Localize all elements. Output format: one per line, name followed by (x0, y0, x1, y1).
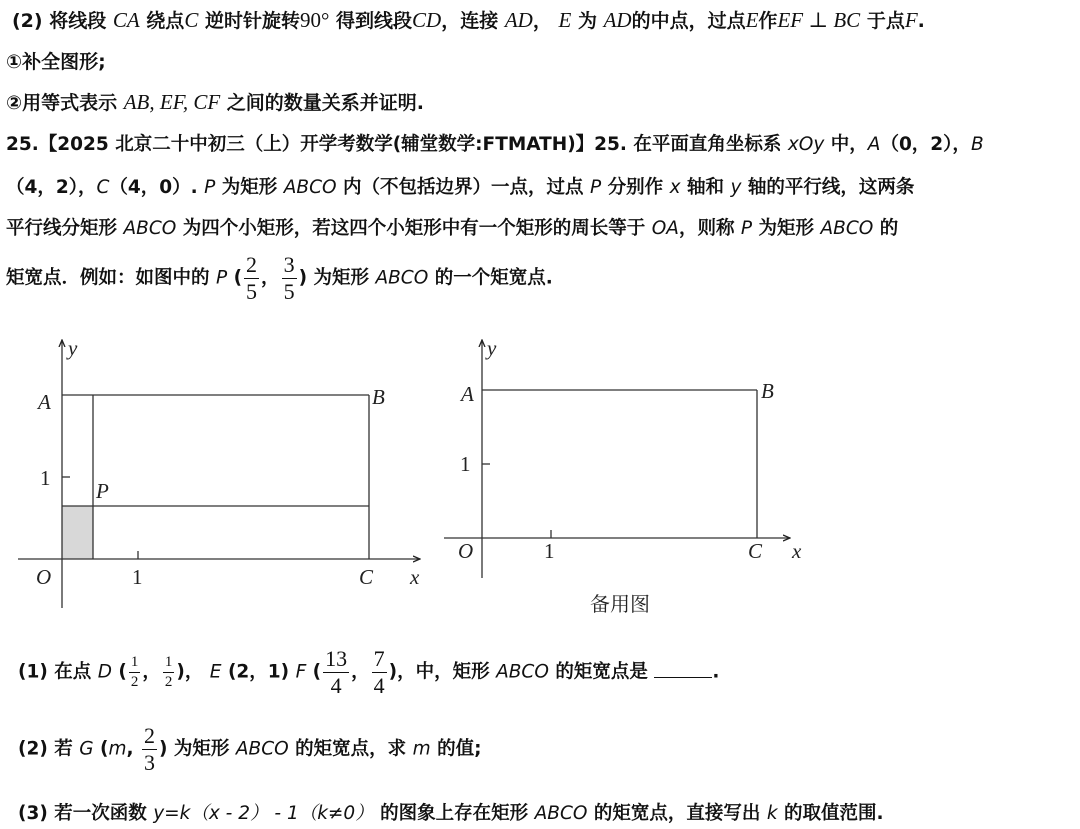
math-var: AB, EF, CF (123, 90, 221, 114)
sq1-line (18, 648, 719, 697)
text: )，中，矩形 (388, 661, 490, 683)
math-var: ABCO (375, 267, 429, 289)
math-var: m (412, 738, 431, 760)
denominator: 2 (130, 674, 139, 690)
text: 的值; (437, 738, 482, 760)
math-var: P (204, 177, 216, 198)
math-var: OA (651, 218, 679, 239)
math-var: E (558, 8, 572, 32)
text: 25.【2025 北京二十中初三（上）开学考数学(辅堂数学:FTMATH)】25. 在平面直角坐标系 (6, 134, 782, 155)
label-B: B (372, 385, 385, 409)
text: （4，0）. (109, 177, 198, 198)
label-C: C (359, 565, 374, 589)
text: ②用等式表示 (6, 92, 118, 114)
label-1y: 1 (460, 452, 471, 476)
text: 矩宽点．例如：如图中的 (6, 267, 210, 289)
numerator: 2 (246, 252, 258, 277)
math-var: E (209, 661, 222, 683)
text: 为矩形 (173, 738, 230, 760)
text: 得到线段 (336, 10, 413, 32)
fraction (163, 655, 175, 690)
label-y: y (68, 336, 78, 360)
label-1x: 1 (132, 565, 143, 589)
text: )， (176, 661, 204, 683)
numerator: 2 (143, 723, 155, 748)
sq3-line (18, 799, 884, 825)
math-var: EF ⊥ BC (777, 8, 861, 32)
math-var: xOy (787, 134, 825, 155)
text: ( (233, 267, 243, 289)
fraction (372, 648, 387, 697)
denominator: 5 (246, 279, 258, 304)
math-var: y (730, 177, 742, 198)
denominator: 5 (283, 279, 295, 304)
text: 的图象上存在矩形 (380, 803, 529, 824)
numerator: 13 (325, 646, 348, 671)
text: ，则称 (678, 218, 735, 239)
label-x: x (410, 565, 420, 589)
fraction (129, 655, 141, 690)
text: 轴的平行线，这两条 (747, 177, 915, 198)
label-y: y (487, 336, 497, 360)
text: . (917, 10, 925, 32)
text: 作 (758, 10, 778, 32)
math-var: F (295, 661, 307, 683)
text: ( (118, 661, 127, 683)
math-var: C (184, 8, 199, 32)
text: 于点 (866, 10, 905, 32)
right-labels (458, 336, 802, 563)
math-var: P (215, 267, 228, 289)
numerator: 1 (163, 655, 175, 673)
right-figure (444, 340, 790, 578)
text: ) (158, 738, 168, 760)
text: ( (312, 661, 322, 683)
text: (1) 在点 (18, 661, 92, 683)
numerator: 7 (373, 646, 385, 671)
math-var: P (740, 218, 753, 239)
text: 内（不包括边界）一点，过点 (343, 177, 584, 198)
label-O: O (458, 539, 474, 563)
math-var: AD (603, 8, 632, 32)
label-1y: 1 (40, 466, 51, 490)
math-var: m (108, 738, 127, 760)
text: 轴和 (686, 177, 724, 198)
math-var: ABCO (534, 803, 588, 824)
denominator: 4 (330, 673, 342, 698)
text: （4，2）， (6, 177, 97, 198)
math-var: E (745, 8, 759, 32)
text: 中， (830, 134, 868, 155)
label-x: x (792, 539, 802, 563)
text: 绕点 (146, 10, 185, 32)
text: 平行线分矩形 (6, 218, 118, 239)
label-C: C (748, 539, 763, 563)
math-var: F (904, 8, 918, 32)
math-var: C (96, 177, 110, 198)
figure-caption: 备用图 (590, 594, 650, 616)
text: (2) 将线段 (12, 10, 107, 32)
math-var: CA (112, 8, 140, 32)
math-var: 90° (299, 8, 330, 32)
label-A: A (461, 382, 474, 406)
text: 的 (879, 218, 899, 239)
text: 的取值范围. (784, 803, 884, 824)
text: ，连接 (441, 10, 499, 32)
text: 的矩宽点，直接写出 (593, 803, 761, 824)
text: 的矩宽点，求 (295, 738, 407, 760)
text: （0，2）， (880, 134, 971, 155)
text: ， (142, 661, 161, 683)
math-var: AD (504, 8, 533, 32)
text: , (126, 738, 134, 760)
numerator: 3 (283, 252, 295, 277)
math-var: B (970, 134, 984, 155)
shaded-rect (62, 506, 93, 559)
text: 为四个小矩形，若这四个小矩形中有一个矩形的周长等于 (182, 218, 646, 239)
label-A: A (38, 390, 51, 414)
text: . (712, 661, 720, 683)
text: ) (298, 267, 308, 289)
text: ， (351, 661, 370, 683)
text: 为矩形 (313, 267, 369, 289)
math-var: ABCO (496, 661, 549, 683)
math-var: k (766, 803, 778, 824)
math-var: CD (412, 8, 442, 32)
math-var: G (79, 738, 94, 760)
text: 的矩宽点是 (555, 661, 648, 683)
denominator: 2 (164, 674, 173, 690)
math-var: P (589, 177, 602, 198)
label-O: O (36, 565, 52, 589)
text: ①补全图形; (6, 51, 106, 73)
text: (2) 若 (18, 738, 73, 760)
math-expression: y=k（x - 2） - 1（k≠0） (153, 803, 374, 824)
label-1x: 1 (544, 539, 555, 563)
text: (3) 若一次函数 (18, 803, 147, 824)
text: ( (99, 738, 109, 760)
denominator: 3 (143, 750, 155, 775)
text: 为矩形 (221, 177, 278, 198)
math-var: ABCO (283, 177, 337, 198)
label-B: B (761, 379, 774, 403)
fraction (142, 725, 157, 774)
text: ， (261, 267, 280, 289)
math-var: x (669, 177, 681, 198)
text: 之间的数量关系并证明. (226, 92, 425, 114)
sq2-line (18, 725, 482, 774)
answer-blank[interactable] (654, 663, 712, 678)
text: 为 (577, 10, 597, 32)
text: 的中点，过点 (631, 10, 746, 32)
label-P: P (96, 479, 109, 503)
text: 为矩形 (758, 218, 815, 239)
numerator: 1 (129, 655, 141, 673)
denominator: 4 (373, 673, 385, 698)
text: ， (532, 10, 552, 32)
fraction (323, 648, 349, 697)
math-var: ABCO (123, 218, 177, 239)
math-var: ABCO (235, 738, 289, 760)
text: (2，1) (227, 661, 290, 683)
math-var: D (97, 661, 112, 683)
math-var: A (867, 134, 881, 155)
text: 分别作 (607, 177, 664, 198)
math-var: ABCO (820, 218, 874, 239)
text: 逆时针旋转 (204, 10, 300, 32)
text: 的一个矩宽点. (434, 267, 553, 289)
